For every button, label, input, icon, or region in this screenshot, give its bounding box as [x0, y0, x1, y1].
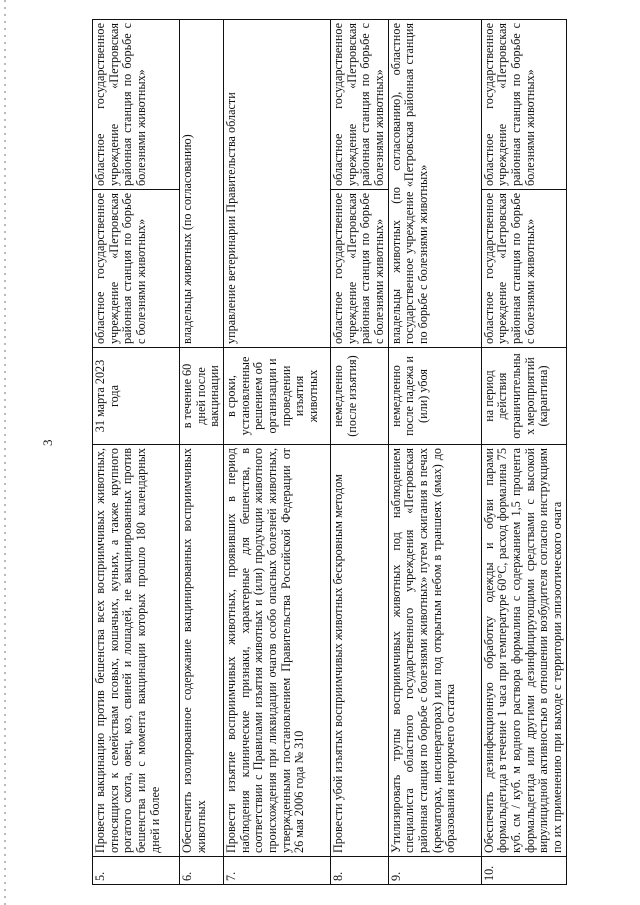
measure-text: Обеспечить изолированное содержание вакцинированных восприимчивых животных — [180, 445, 224, 857]
measure-text: Провести убой изъятых восприимчивых животных бескровным методом — [330, 445, 388, 857]
deadline-text: в сроки, установленные решением об организации и проведении изъятия животных — [223, 348, 330, 445]
responsible-text: владельцы животных (по согласованию) — [180, 20, 224, 348]
responsible-text: областное государственное учреждение «Петровская районная станция по борьбе с болезнями животных» — [481, 190, 566, 348]
page-number: 3 — [40, 439, 55, 446]
table-row — [481, 20, 566, 885]
measure-text: Утилизировать трупы восприимчивых животных под наблюдением специалиста областного государственного учреждения «Петровская районная станция по борьбе с болезнями животных» путем сжигания в печах (крематорах, инсинераторах) или под открытым небом в траншеях (ямах) до образования негорючего остатка — [388, 445, 481, 857]
coexecutor-text: областное государственное учреждение «Петровская районная станция по борьбе с болезнями животных» — [481, 20, 566, 190]
table-row — [180, 20, 224, 885]
measure-text: Провести изъятие восприимчивых животных, проявивших в период наблюдения клинические признаки, характерные для бешенства, в соответствии с Правилами изъятия животных и (или) продукции животного происхождения при ликвидации очагов особо опасных болезней животных, утвержденными постановлением Правительства Российской Федерации от 26 мая 2006 года № 310 — [223, 445, 330, 857]
measure-text: Обеспечить дезинфекционную обработку одежды и обуви парами формальдегида в течение 1 часа при температуре 60°С, расход формалина 75 куб. см / куб. м водного раствора формалина с содержанием 1,5 процента формальдегида или другими дезинфицирующими средствами с высокой вирулицидной активностью в отношении возбудителя согласно инструкциям по их применению при выходе с территории эпизоотического очага — [481, 445, 566, 857]
row-number: 9. — [388, 857, 481, 885]
table-row — [330, 20, 388, 885]
table-row — [388, 20, 481, 885]
row-number: 6. — [180, 857, 224, 885]
row-number: 7. — [223, 857, 330, 885]
coexecutor-text: областное государственное учреждение «Петровская районная станция по борьбе с болезнями животных» — [93, 20, 180, 190]
deadline-text: 31 марта 2023 года — [93, 348, 180, 445]
scan-margin-dots — [4, 0, 6, 905]
measures-table — [92, 19, 567, 885]
table-row — [93, 20, 180, 885]
table-row — [223, 20, 330, 885]
deadline-text: на период действия ограничительных мероприятий (карантина) — [481, 348, 566, 445]
responsible-text: областное государственное учреждение «Петровская районная станция по борьбе с болезнями животных» — [330, 190, 388, 348]
measure-text: Провести вакцинацию против бешенства всех восприимчивых животных, относящихся к семействам псовых, кошачьих, куньих, а также крупного рогатого скота, овец, коз, свиней и лошадей, не вакцинированных против бешенства или с момента вакцинации которых прошло 180 календарных дней и более — [93, 445, 180, 857]
deadline-text: в течение 60 дней после вакцинации — [180, 348, 224, 445]
row-number: 8. — [330, 857, 388, 885]
row-number: 5. — [93, 857, 180, 885]
responsible-text: областное государственное учреждение «Петровская районная станция по борьбе с болезнями животных» — [93, 190, 180, 348]
row-number: 10. — [481, 857, 566, 885]
responsible-text: управление ветеринарии Правительства области — [223, 20, 330, 348]
rotated-table-container — [92, 20, 564, 885]
deadline-text: немедленно после падежа и (или) убоя — [388, 348, 481, 445]
responsible-text: владельцы животных (по согласованию), областное государственное учреждение «Петровская районная станция по борьбе с болезнями животных» — [388, 20, 481, 348]
coexecutor-text: областное государственное учреждение «Петровская районная станция по борьбе с болезнями животных» — [330, 20, 388, 190]
deadline-text: немедленно (после изъятия) — [330, 348, 388, 445]
